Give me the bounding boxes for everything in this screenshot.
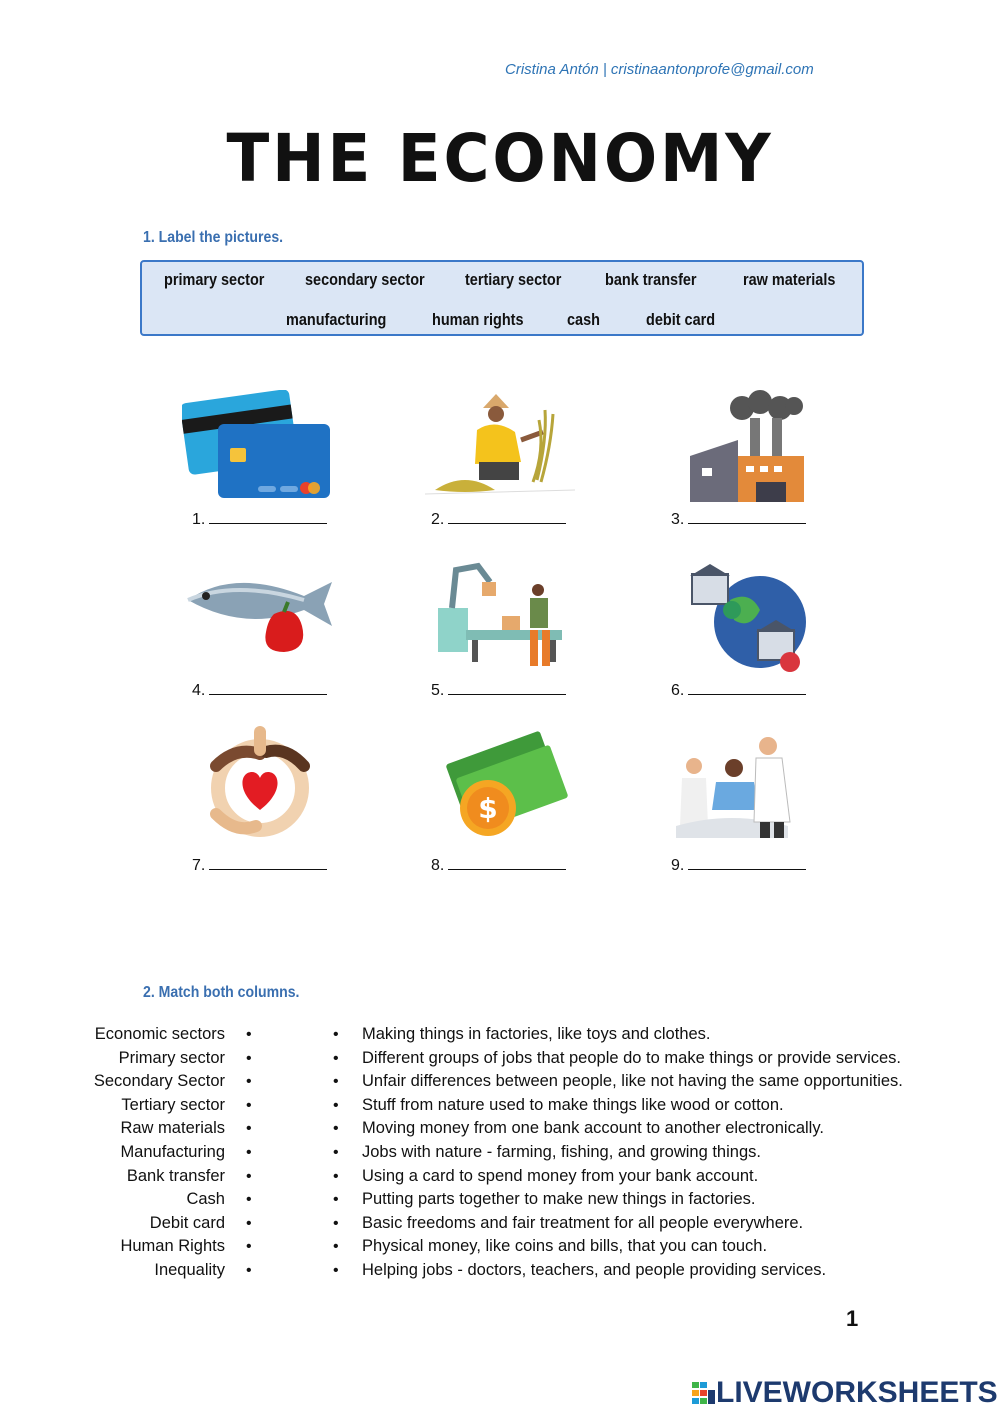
match-dot-right[interactable]: •	[333, 1026, 339, 1043]
match-definition: Stuff from nature used to make things like wood or cotton.	[362, 1095, 784, 1114]
match-definition: Making things in factories, like toys and clothes.	[362, 1025, 711, 1043]
answer-blank-4[interactable]: 4.	[192, 680, 327, 700]
answer-blank-9[interactable]: 9.	[671, 855, 806, 875]
match-term: Tertiary sector	[121, 1095, 225, 1114]
match-dot-right[interactable]: •	[333, 1120, 339, 1138]
match-dot-right[interactable]: •	[333, 1214, 339, 1232]
word-bank-item: primary sector	[164, 270, 265, 289]
word-bank-item: cash	[567, 310, 600, 329]
match-term: Debit card	[149, 1213, 225, 1232]
word-bank	[140, 260, 864, 336]
match-definition: Putting parts together to make new things in factories.	[362, 1190, 756, 1209]
match-dot-left[interactable]: •	[246, 1191, 252, 1209]
word-bank-item: raw materials	[743, 270, 836, 289]
left-match-dots	[246, 1023, 252, 1283]
answer-blank-6[interactable]: 6.	[671, 680, 806, 700]
word-bank-item: debit card	[646, 310, 716, 329]
liveworksheets-logo-icon	[692, 1382, 716, 1404]
match-term: Raw materials	[120, 1119, 225, 1138]
word-bank-item: bank transfer	[605, 270, 697, 289]
author-credit: Cristina Antón | cristinaantonprofe@gmail.com	[505, 61, 814, 78]
match-term: Inequality	[154, 1260, 225, 1279]
section-2-heading: 2. Match both columns.	[143, 984, 300, 1001]
answer-blank-1[interactable]: 1.	[192, 509, 327, 529]
match-terms-column	[40, 1023, 225, 1283]
match-term: Economic sectors	[94, 1025, 225, 1043]
cash-icon	[432, 726, 582, 844]
answer-blank-3[interactable]: 3.	[671, 509, 806, 529]
match-dot-left[interactable]: •	[246, 1073, 252, 1091]
match-dot-left[interactable]: •	[246, 1238, 252, 1256]
match-term: Bank transfer	[126, 1166, 225, 1185]
match-term: Cash	[186, 1190, 225, 1209]
match-dot-left[interactable]: •	[246, 1261, 252, 1279]
bank-transfer-icon	[680, 560, 830, 678]
page-number: 1	[846, 1306, 859, 1331]
answer-blank-5[interactable]: 5.	[431, 680, 566, 700]
hands-heart-icon	[186, 726, 336, 844]
match-dot-left[interactable]: •	[246, 1096, 252, 1114]
word-bank-item: manufacturing	[286, 310, 387, 329]
match-dot-right[interactable]: •	[333, 1073, 339, 1091]
answer-blank-2[interactable]: 2.	[431, 509, 566, 529]
answer-blank-7[interactable]: 7.	[192, 855, 327, 875]
liveworksheets-logo[interactable]	[692, 1376, 998, 1410]
factory-icon	[672, 390, 822, 508]
match-dot-right[interactable]: •	[333, 1261, 339, 1279]
match-definition: Different groups of jobs that people do to make things or provide services.	[362, 1048, 901, 1067]
section-1-heading: 1. Label the pictures.	[143, 229, 284, 246]
farmer-icon	[425, 390, 575, 508]
match-term: Human Rights	[120, 1237, 225, 1256]
fish-pepper-icon	[184, 560, 334, 678]
doctor-patient-icon	[672, 726, 822, 844]
match-dot-right[interactable]: •	[333, 1238, 339, 1256]
match-definition: Jobs with nature - farming, fishing, and growing things.	[362, 1142, 761, 1161]
match-dot-right[interactable]: •	[333, 1143, 339, 1161]
match-term: Manufacturing	[120, 1142, 225, 1161]
page-title: THE ECONOMY	[226, 120, 774, 197]
word-bank-item: human rights	[432, 310, 524, 329]
match-definition: Using a card to spend money from your bank account.	[362, 1166, 759, 1185]
liveworksheets-logo-text: LIVEWORKSHEETS	[716, 1376, 998, 1409]
match-definition: Physical money, like coins and bills, that you can touch.	[362, 1237, 768, 1256]
match-definitions-column	[362, 1023, 903, 1283]
match-definition: Basic freedoms and fair treatment for all people everywhere.	[362, 1213, 804, 1232]
match-dot-left[interactable]: •	[246, 1049, 252, 1067]
assembly-line-icon	[432, 560, 582, 678]
match-term: Secondary Sector	[93, 1072, 225, 1091]
match-dot-left[interactable]: •	[246, 1167, 252, 1185]
match-dot-right[interactable]: •	[333, 1191, 339, 1209]
match-dot-left[interactable]: •	[246, 1120, 252, 1138]
match-dot-right[interactable]: •	[333, 1049, 339, 1067]
word-bank-item: tertiary sector	[465, 270, 562, 289]
match-definition: Helping jobs - doctors, teachers, and people providing services.	[362, 1260, 827, 1279]
answer-blank-8[interactable]: 8.	[431, 855, 566, 875]
match-dot-right[interactable]: •	[333, 1096, 339, 1114]
match-dot-left[interactable]: •	[246, 1214, 252, 1232]
svg-text:$: $	[478, 792, 498, 825]
match-dot-left[interactable]: •	[246, 1026, 252, 1043]
match-dot-left[interactable]: •	[246, 1143, 252, 1161]
match-definition: Unfair differences between people, like not having the same opportunities.	[362, 1072, 903, 1091]
credit-card-icon	[182, 390, 332, 508]
right-match-dots	[333, 1023, 339, 1283]
match-definition: Moving money from one bank account to another electronically.	[362, 1119, 824, 1138]
word-bank-item: secondary sector	[305, 270, 425, 289]
match-term: Primary sector	[118, 1048, 225, 1067]
match-dot-right[interactable]: •	[333, 1167, 339, 1185]
